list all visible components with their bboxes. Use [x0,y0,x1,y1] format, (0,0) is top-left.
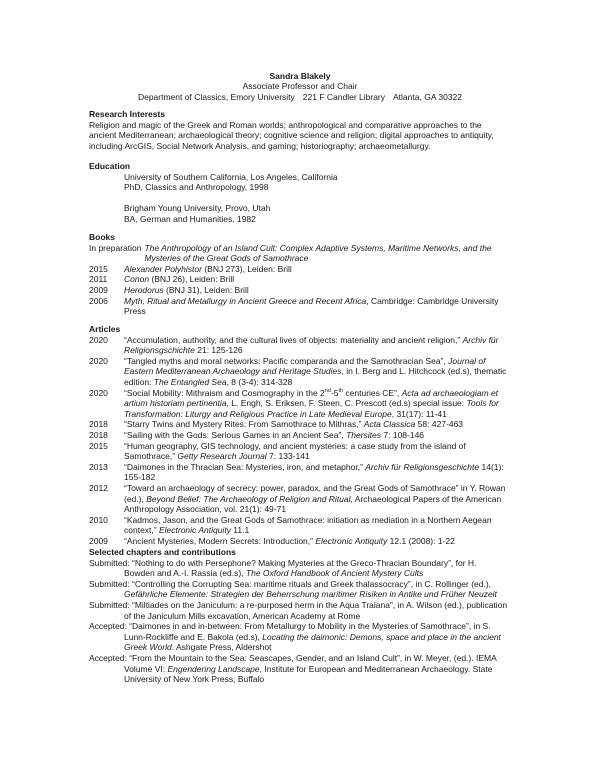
book-title: The Anthropology of an Island Cult: Complex Adaptive Systems, Maritime Networks, and the Mysteries of the Great Gods of Samothrace [144,242,492,264]
article-year: 2009 [89,535,108,546]
research-section [89,109,509,151]
article-citation: 21: 125-126 [194,345,243,356]
article-journal: Journal of Eastern Mediterranean Archaeology and Heritage Studies [124,355,486,377]
article-journal: Acta Classica [363,419,416,430]
chapter-title: “Nothing to do with Persephone? Making Mysteries at the Greco-Thracian Boundary”, for H. Bowden and A.-I. Rassia (ed.s), [124,557,477,579]
article-citation: 11.1 [230,525,250,536]
author-address [0,92,600,102]
article-title: “Accumulation, authority, and the cultural lives of objects: materiality and ancient religion,” [124,334,463,345]
books-heading: Books [89,232,115,242]
article-year: 2020 [89,334,108,345]
articles-section [89,324,509,546]
book-year: 2011 [89,274,108,285]
article-citation: , L. Engh, S. Eriksen, F. Steen, C. Prescott (ed.s) special issue: [226,398,467,409]
article-item [89,388,509,420]
research-text: Religion and magic of the Greek and Roman worlds; anthropological and comparative approaches to the ancient Mediterranean; archaeological theory; cognitive science and religion; digital approaches to antiquity, including ArcGIS, Social Network Analysis, and gaming; historiography; archaeometallurgy. [89,119,494,151]
chapters-heading: Selected chapters and contributions [89,547,236,557]
article-journal: Electronic Antiquity [158,525,231,536]
book-in-preparation [89,243,509,264]
book-details: (BNJ 273), Leiden: Brill [201,263,292,274]
article-year: 2012 [89,482,108,493]
article-item [89,536,509,547]
article-title-part: centuries CE”, [343,387,402,398]
book-year: In preparation [89,242,142,253]
article-title-part: -5 [330,387,339,398]
address-building: 221 F Candler Library [302,91,386,102]
education-section [89,161,509,225]
chapter-title: “Daimones in and in-between: From Metallurgy to Mobility in the Mysteries of Samothrace”, in S. Lunn-Rockliffe and E. Bakola (ed.s), [124,621,491,642]
book-title: Myth, Ritual and Metallurgy in Ancient Greece and Recent Africa [124,295,367,306]
chapter-item [89,653,509,685]
article-journal: Acta ad archaeologiam et artium historiam pertinentia [124,387,499,409]
book-year: 2006 [89,295,108,306]
article-item [89,335,509,356]
chapters-section [89,547,509,685]
chapter-status: Submitted: [89,599,130,610]
article-title: “Daimones in the Thracian Sea: Mysteries, iron, and metaphor,” [124,461,366,472]
book-item [89,274,509,285]
ordinal-suffix: nd [324,387,331,394]
article-title: “Ancient Mysteries, Modern Secrets: Introduction,” [124,535,316,546]
chapter-title: “Controlling the Corrupting Sea: maritime rituals and Greek thalassocracy”, in C. Rollinger (ed.), [129,578,492,589]
article-special-issue: Tools for Transformation: Liturgy and Religious Practice in Late Medieval Europe [124,398,499,419]
article-journal: Thersites [346,429,382,440]
chapter-publisher: , Institute for European and Mediterranean Archaeology. State University of New York Press, Buffalo [124,663,493,685]
education-school: University of Southern California, Los Angeles, California [124,171,338,182]
article-title: “Kadmos, Jason, and the Great Gods of Samothrace: initiation as mediation in a Northern Aegean context,” [124,514,492,536]
article-item [89,462,509,483]
book-item [89,296,509,317]
chapter-volume: Gefährliche Elemente: Strategien der Beherrschung maritimer Risiken in Antike und Früher Neuzeit [124,589,497,600]
article-journal: Archiv für Religionsgschichte [124,334,499,356]
chapter-status: Accepted: [89,621,127,632]
chapter-item [89,558,509,579]
article-title: “Tangled myths and moral networks: Pacific comparanda and the Samothracian Sea”, [124,355,449,366]
chapter-status: Accepted: [89,652,127,663]
chapter-status: Submitted: [89,557,130,568]
article-special-issue: The Entangled Sea [153,376,227,387]
article-item [89,441,509,462]
article-journal: Electronic Antiquity [315,535,388,546]
education-school: Brigham Young University, Provo, Utah [124,203,271,214]
article-citation: 58: 427-463 [415,419,464,430]
article-citation: 12.1 (2008): 1-22 [387,535,455,546]
article-citation: 14(1): 155-182 [124,461,504,483]
chapter-volume: Locating the daimonic: Demons, space and place in the ancient Greek World [124,631,501,653]
author-position: Associate Professor and Chair [242,81,358,92]
article-journal: Getty Research Journal [177,451,267,462]
chapter-item [89,600,509,621]
book-details: , Cambridge: Cambridge University Press [124,295,499,317]
book-details: (BNJ 31), Leiden: Brill [163,284,249,295]
article-year: 2020 [89,355,108,366]
article-citation: , in I. Berg and L. Hitchcock (ed.s), thematic edition: [124,366,507,387]
book-year: 2015 [89,263,108,274]
article-pages: , 8 (3-4): 314-328 [226,376,293,387]
book-item [89,264,509,275]
chapter-item [89,621,509,653]
article-item [89,430,509,441]
cv-header [0,71,600,102]
article-year: 2018 [89,419,108,430]
author-name: Sandra Blakely [269,71,331,81]
book-title: Conon [124,274,150,285]
chapter-status: Submitted: [89,578,130,589]
education-degree: PhD, Classics and Anthropology, 1998 [124,182,269,193]
chapter-volume: Engendering Landscape [167,663,260,674]
ordinal-suffix: th [338,387,344,394]
article-item [89,515,509,536]
article-journal: Archiv für Religionsgeschichte [365,461,480,472]
article-title: “Sailing with the Gods: Serious Games in an Ancient Sea”, [124,429,347,440]
research-heading: Research Interests [89,109,166,119]
article-item [89,483,509,515]
book-title: Herodorus [124,284,164,295]
article-title: “Human geography, GIS technology, and ancient mysteries: a case study from the island of Samothrace,” [124,440,466,462]
book-details: (BNJ 26), Leiden: Brill [149,274,235,285]
articles-heading: Articles [89,324,121,334]
book-year: 2009 [89,284,108,295]
article-item [89,356,509,388]
address-department: Department of Classics, Emory University [137,91,295,102]
article-year: 2013 [89,461,108,472]
article-year: 2010 [89,514,108,525]
book-item [89,285,509,296]
chapter-volume: The Oxford Handbook of Ancient Mystery Cults [245,568,424,579]
article-citation: 7: 133-141 [266,451,310,462]
chapter-item [89,579,509,600]
article-year: 2015 [89,440,108,451]
article-title: “Social Mobility: Mithraism and Cosmography in the 2 [124,387,325,398]
chapter-title: “Miltiades on the Janiculum: a re-purposed herm in the Aqua Traiana”, in A. Wilson (ed.), publication of the Janiculum Mills excavation, American Academy at Rome [124,599,508,621]
chapter-publisher: . Ashgate Press, Aldershot [171,642,272,653]
education-entry [89,172,509,225]
books-section [89,232,509,317]
article-title: “Toward an archaeology of secrecy: power, paradox, and the Great Gods of Samothrace” in Y. Rowan (ed.), [124,482,506,504]
article-year: 2020 [89,387,108,398]
article-citation: , Archaeological Papers of the American Anthropology Association, vol. 21(1): 49-71 [124,493,502,515]
chapter-title: “From the Mountain to the Sea: Seascapes, Gender, and an Island Cult”, in W. Meyer, (ed.). IEMA Volume VI: [124,652,497,674]
education-heading: Education [89,161,131,171]
address-city: Atlanta, GA 30322 [393,91,463,102]
book-title: Alexander Polyhistor [124,263,202,274]
article-item [89,419,509,430]
article-title: “Starry Twins and Mystery Rites: From Samothrace to Mithras,” [124,419,364,430]
article-year: 2018 [89,429,108,440]
article-journal: Beyond Belief: The Archaeology of Religion and Ritual [146,493,351,504]
education-degree: BA, German and Humanities, 1982 [124,213,256,224]
article-pages: , 31(17): 11-41 [391,408,447,419]
article-citation: 7: 108-146 [381,429,425,440]
